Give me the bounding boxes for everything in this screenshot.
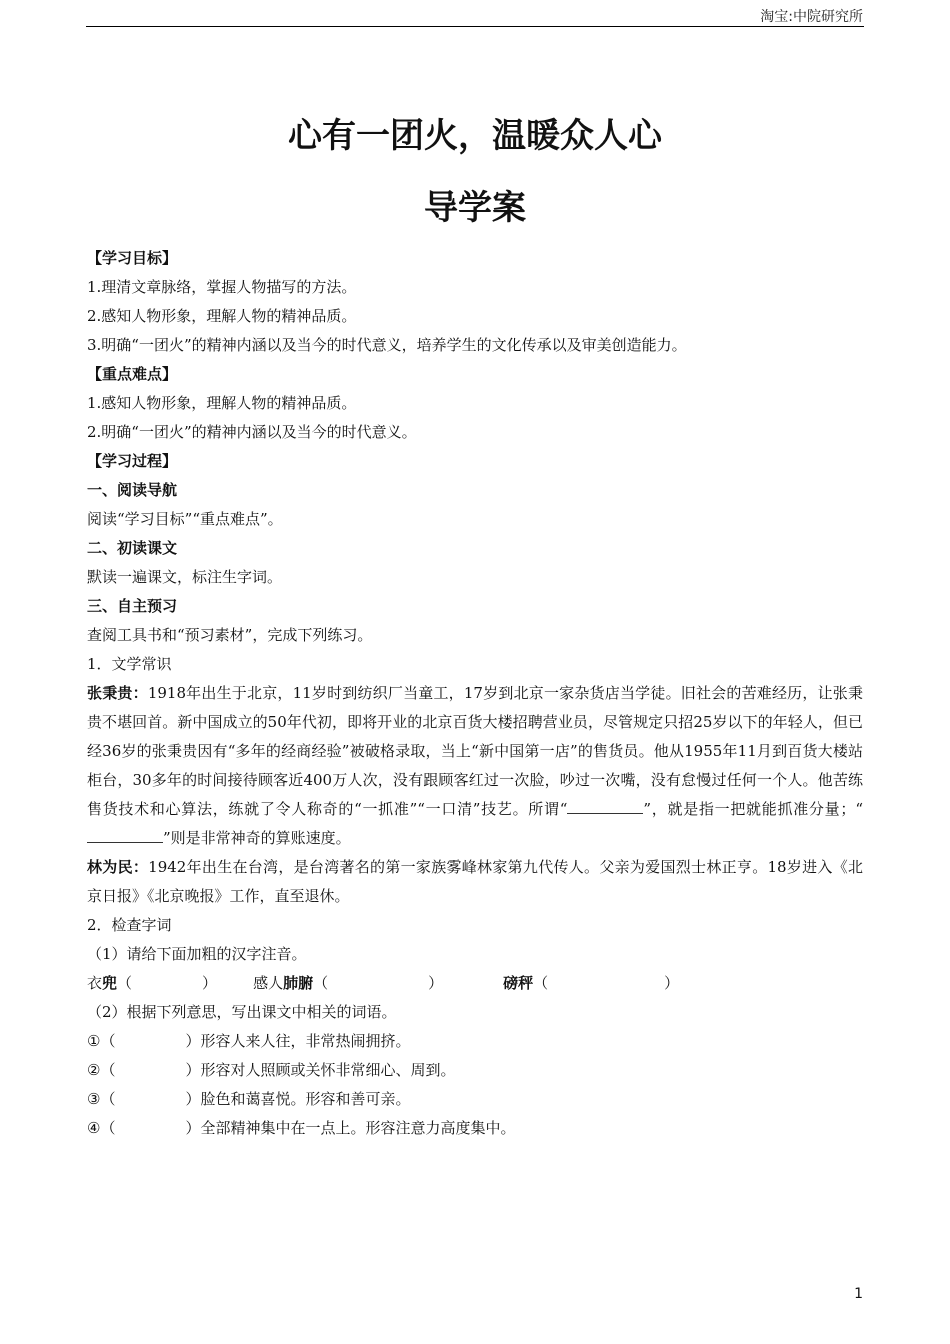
word-prefix: 衣	[87, 974, 103, 992]
keypoint-item: 1.感知人物形象，理解人物的精神品质。	[87, 394, 357, 412]
close-paren: ）	[664, 974, 680, 992]
objective-item: 2.感知人物形象，理解人物的精神品质。	[87, 307, 357, 325]
definition-text: ）脸色和蔼喜悦。形容和善可亲。	[185, 1090, 411, 1108]
pinyin-item	[87, 969, 217, 998]
section-heading: 二、初读课文	[87, 539, 178, 557]
definition-text: ）形容对人照顾或关怀非常细心、周到。	[185, 1061, 456, 1079]
paragraph-text: ”则是非常神奇的算账速度。	[163, 829, 351, 847]
definition-item	[87, 1027, 863, 1056]
section-text: 查阅工具书和“预习素材”，完成下列练习。	[87, 626, 373, 644]
item-number: ④（	[87, 1119, 116, 1137]
page-number: 1	[854, 1286, 863, 1302]
person-name: 林为民：	[87, 858, 149, 876]
section-heading: 三、自主预习	[87, 597, 178, 615]
item-number: ①（	[87, 1032, 116, 1050]
keypoints-heading: 【重点难点】	[87, 365, 178, 383]
objectives-heading: 【学习目标】	[87, 249, 178, 267]
fill-blank[interactable]	[567, 799, 643, 814]
objective-item: 1.理清文章脉络，掌握人物描写的方法。	[87, 278, 357, 296]
pinyin-row	[87, 969, 863, 998]
word-prefix: 感人	[253, 974, 284, 992]
open-paren: （	[533, 974, 549, 992]
paragraph-text: 1942年出生在台湾，是台湾著名的第一家族雾峰林家第九代传人。父亲为爱国烈士林正亨。18岁进入《北京日报》《北京晚报》工作，直至退休。	[87, 858, 863, 905]
page-header-text: 淘宝:中院研究所	[760, 9, 863, 25]
document-title: 心有一团火，温暖众人心	[288, 116, 662, 156]
subsection-title: 2．检查字词	[87, 916, 172, 934]
person-name: 张秉贵：	[87, 684, 148, 702]
item-number: ②（	[87, 1061, 116, 1079]
question-text: （1）请给下面加粗的汉字注音。	[87, 945, 307, 963]
pinyin-item	[253, 969, 443, 998]
definition-item	[87, 1114, 863, 1143]
bold-word: 兜	[102, 974, 118, 992]
definition-text: ）全部精神集中在一点上。形容注意力高度集中。	[185, 1119, 516, 1137]
section-text: 默读一遍课文，标注生字词。	[87, 568, 283, 586]
open-paren: （	[313, 974, 329, 992]
objective-item: 3.明确“一团火”的精神内涵以及当今的时代意义，培养学生的文化传承以及审美创造能力。	[87, 336, 687, 354]
document-body	[87, 244, 863, 1143]
section-text: 阅读“学习目标”“重点难点”。	[87, 510, 283, 528]
lin-paragraph	[87, 853, 863, 911]
subsection-title: 1．文学常识	[87, 655, 172, 673]
paragraph-text: ”，就是指一把就能抓准分量；“	[643, 800, 863, 818]
definition-item	[87, 1085, 863, 1114]
keypoint-item: 2.明确“一团火”的精神内涵以及当今的时代意义。	[87, 423, 417, 441]
close-paren: ）	[428, 974, 444, 992]
process-heading: 【学习过程】	[87, 452, 178, 470]
paragraph-text: 1918年出生于北京，11岁时到纺织厂当童工，17岁到北京一家杂货店当学徒。旧社会的苦难经历，让张秉贵不堪回首。新中国成立的50年代初，即将开业的北京百货大楼招聘营业员，尽管规定只招25岁以下的年轻人，但已经36岁的张秉贵因有“多年的经商经验”被破格录取，当上“新中国第一店”的售货员。他从1955年11月到百货大楼站柜台，30多年的时间接待顾客近400万人次，没有跟顾客红过一次脸，吵过一次嘴，没有怠慢过任何一个人。他苦练售货技术和心算法，练就了令人称奇的“一抓准”“一口清”技艺。所谓“	[87, 684, 863, 818]
pinyin-item	[503, 969, 679, 998]
question-text: （2）根据下列意思，写出课文中相关的词语。	[87, 1003, 397, 1021]
fill-blank[interactable]	[87, 828, 163, 843]
definition-item	[87, 1056, 863, 1085]
item-number: ③（	[87, 1090, 116, 1108]
bold-word: 肺腑	[283, 974, 314, 992]
close-paren: ）	[202, 974, 218, 992]
document-subtitle: 导学案	[424, 188, 526, 228]
section-heading: 一、阅读导航	[87, 481, 178, 499]
bold-word: 磅秤	[503, 974, 534, 992]
header-divider	[86, 26, 864, 27]
zhang-paragraph	[87, 679, 863, 853]
definition-text: ）形容人来人往，非常热闹拥挤。	[185, 1032, 411, 1050]
open-paren: （	[117, 974, 133, 992]
